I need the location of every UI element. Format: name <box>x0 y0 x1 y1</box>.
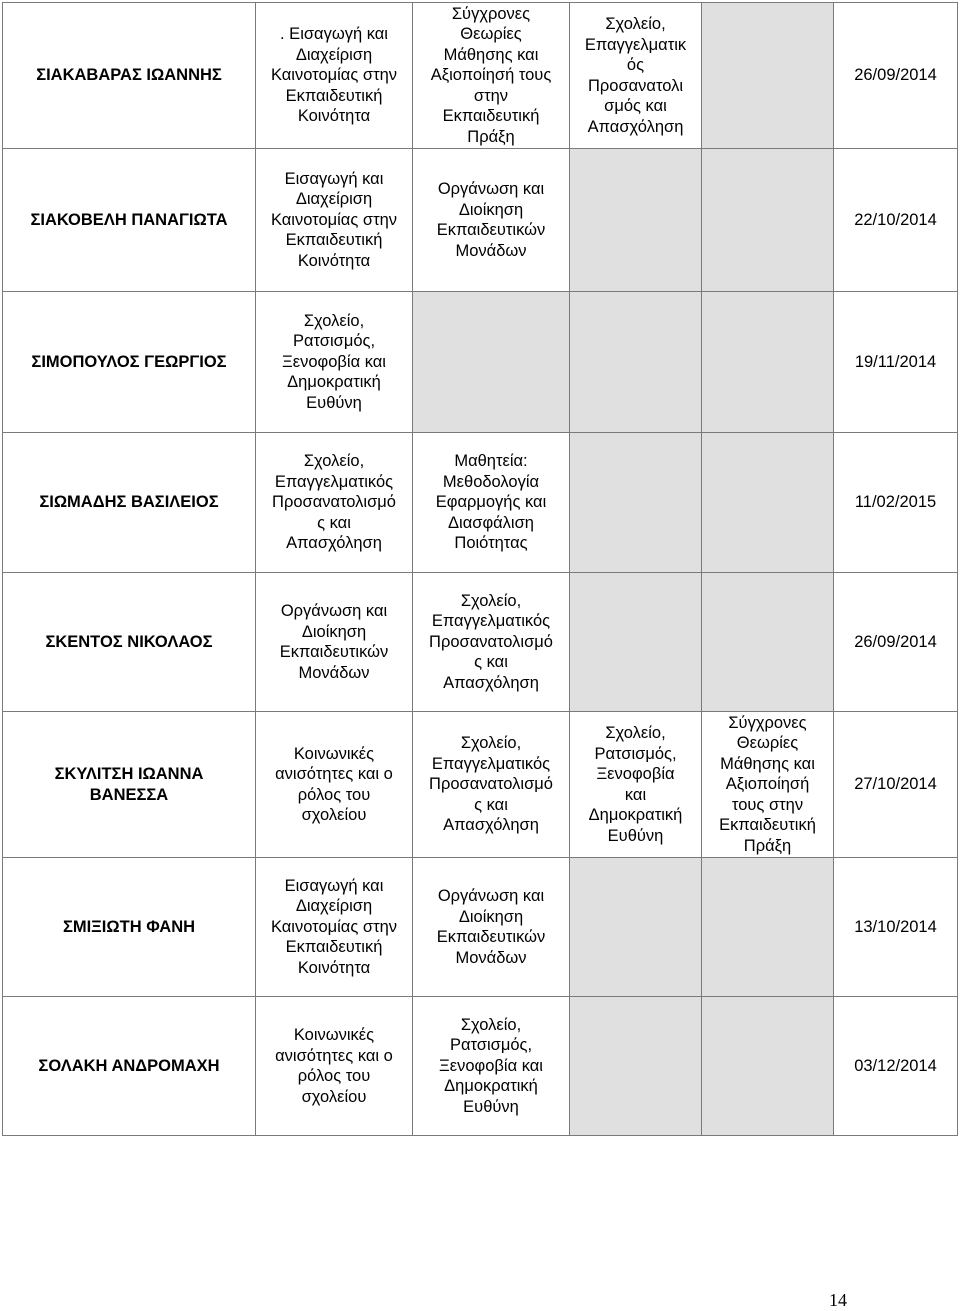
cell-text-line: ΣΟΛΑΚΗ ΑΝΔΡΟΜΑΧΗ <box>38 1056 220 1075</box>
cell-text-line: Προσανατολισμό <box>429 775 553 794</box>
cell-text-line: και <box>624 785 647 804</box>
cell-text-line: Σχολείο, <box>460 591 522 610</box>
cell-text-line: Οργάνωση και <box>437 887 545 905</box>
cell-text-line: Εισαγωγή και <box>284 876 384 895</box>
participant-name <box>3 433 256 573</box>
cell-text-line: Μεθοδολογία <box>442 472 540 491</box>
empty-cell <box>702 858 834 997</box>
seminar-cell <box>256 997 413 1136</box>
participant-name <box>3 997 256 1136</box>
seminar-cell <box>413 149 570 292</box>
cell-text-line: Μαθητεία: <box>454 452 528 471</box>
cell-text-line: Δημοκρατική <box>287 373 381 392</box>
cell-text-line: Σχολείο, <box>303 311 365 330</box>
cell-text-line: Εκπαιδευτικών <box>279 643 389 661</box>
seminar-cell <box>570 712 702 858</box>
cell-text-line: Μονάδων <box>455 948 527 967</box>
cell-text-line: Διοίκηση <box>301 622 367 641</box>
seminar-cell <box>256 292 413 433</box>
seminar-cell <box>413 573 570 712</box>
cell-text-line: Αξιοποίησή τους <box>430 66 552 85</box>
seminar-assignments-table <box>2 2 958 1136</box>
cell-text-line: Οργάνωση και <box>280 602 388 620</box>
cell-text-line: σμός και <box>604 97 667 115</box>
cell-text-line: Ρατσισμός, <box>449 1036 533 1055</box>
cell-text-line: Ρατσισμός, <box>594 744 677 763</box>
seminar-cell <box>413 997 570 1136</box>
cell-text-line: Ευθύνη <box>607 826 664 845</box>
empty-cell <box>570 433 702 573</box>
table-row <box>3 712 958 858</box>
cell-text-line: Επαγγελματικός <box>274 472 394 491</box>
empty-cell <box>702 292 834 433</box>
seminar-cell <box>256 858 413 997</box>
participant-name <box>3 858 256 997</box>
date-cell: 27/10/2014 <box>834 712 958 858</box>
cell-text-line: Εκπαιδευτική <box>442 107 540 126</box>
cell-text-line: Εκπαιδευτική <box>285 231 383 250</box>
empty-cell <box>570 573 702 712</box>
cell-text-line: Καινοτομίας στην <box>270 66 398 85</box>
seminar-cell <box>413 433 570 573</box>
cell-text-line: Σχολείο, <box>303 452 365 471</box>
cell-text-line: Μάθησης και <box>720 754 815 773</box>
cell-text-line: Θεωρίες <box>460 25 522 44</box>
page-number: 14 <box>829 1290 847 1310</box>
empty-cell <box>702 573 834 712</box>
cell-text-line: ς και <box>474 653 508 672</box>
table-body <box>3 3 958 1136</box>
cell-text-line: στην <box>473 86 509 105</box>
cell-text-line: Προσανατολισμό <box>429 632 553 651</box>
empty-cell <box>702 997 834 1136</box>
cell-text-line: Μάθησης και <box>443 45 539 64</box>
cell-text-line: Δημοκρατική <box>588 806 683 824</box>
cell-text-line: Διαχείριση <box>295 190 373 209</box>
seminar-cell <box>570 3 702 149</box>
cell-text-line: Σχολείο, <box>605 15 666 33</box>
seminar-cell <box>413 712 570 858</box>
cell-text-line: σχολείου <box>301 806 367 824</box>
cell-text-line: Σχολείο, <box>460 1015 522 1034</box>
cell-text-line: σχολείου <box>301 1087 367 1106</box>
cell-text-line: Ξενοφοβία και <box>282 352 386 371</box>
participant-name <box>3 149 256 292</box>
cell-text-line: ς και <box>317 513 351 532</box>
cell-text-line: . Εισαγωγή και <box>280 25 388 44</box>
date-cell: 26/09/2014 <box>834 3 958 149</box>
table-row <box>3 858 958 997</box>
date-cell: 19/11/2014 <box>834 292 958 433</box>
cell-text-line: Απασχόληση <box>443 673 539 692</box>
cell-text-line: ΣΙΑΚΟΒΕΛΗ ΠΑΝΑΓΙΩΤΑ <box>30 210 228 229</box>
cell-text-line: Εκπαιδευτική <box>719 816 816 835</box>
cell-text-line: Διαχείριση <box>295 897 373 916</box>
cell-text-line: ρόλος του <box>297 785 371 804</box>
participant-name <box>3 292 256 433</box>
date-cell: 26/09/2014 <box>834 573 958 712</box>
cell-text-line: Κοινότητα <box>297 958 371 977</box>
empty-cell <box>570 149 702 292</box>
cell-text-line: ΣΙΜΟΠΟΥΛΟΣ ΓΕΩΡΓΙΟΣ <box>31 352 227 371</box>
empty-cell <box>702 433 834 573</box>
cell-text-line: Απασχόληση <box>587 117 684 136</box>
cell-text-line: ΣΜΙΞΙΩΤΗ ΦΑΝΗ <box>62 917 196 936</box>
cell-text-line: ς και <box>474 795 508 814</box>
cell-text-line: Θεωρίες <box>736 734 799 753</box>
cell-text-line: Ευθύνη <box>306 393 362 412</box>
cell-text-line: Εκπαιδευτικών <box>436 928 546 946</box>
cell-text-line: Εφαρμογής και <box>435 493 547 512</box>
cell-text-line: Αξιοποίησή <box>725 775 810 794</box>
participant-name <box>3 712 256 858</box>
cell-text-line: Οργάνωση και <box>437 180 545 198</box>
table-row <box>3 292 958 433</box>
date-cell: 03/12/2014 <box>834 997 958 1136</box>
seminar-cell <box>256 712 413 858</box>
cell-text-line: ός <box>626 56 645 74</box>
cell-text-line: Εκπαιδευτική <box>285 86 383 105</box>
cell-text-line: Εκπαιδευτική <box>285 938 383 957</box>
table-row <box>3 997 958 1136</box>
cell-text-line: Ξενοφοβία και <box>439 1056 543 1075</box>
seminar-cell <box>413 858 570 997</box>
cell-text-line: Κοινότητα <box>297 107 371 126</box>
cell-text-line: Σύγχρονες <box>451 4 531 23</box>
cell-text-line: Καινοτομίας στην <box>270 210 398 229</box>
cell-text-line: Δημοκρατική <box>444 1077 538 1096</box>
cell-text-line: Διοίκηση <box>458 200 524 219</box>
empty-cell <box>570 997 702 1136</box>
cell-text-line: ΣΙΑΚΑΒΑΡΑΣ ΙΩΑΝΝΗΣ <box>36 66 222 85</box>
seminar-cell <box>256 149 413 292</box>
cell-text-line: Διαχείριση <box>295 45 373 64</box>
empty-cell <box>702 3 834 149</box>
cell-text-line: Καινοτομίας στην <box>270 917 398 936</box>
cell-text-line: Σύγχρονες <box>728 713 807 732</box>
date-cell: 13/10/2014 <box>834 858 958 997</box>
cell-text-line: Σχολείο, <box>605 724 666 742</box>
cell-text-line: Εισαγωγή και <box>284 169 384 188</box>
cell-text-line: Κοινότητα <box>297 251 371 270</box>
cell-text-line: Απασχόληση <box>286 534 382 553</box>
cell-text-line: Πράξη <box>743 836 792 855</box>
cell-text-line: Απασχόληση <box>443 816 539 835</box>
cell-text-line: Μονάδων <box>298 663 370 682</box>
date-cell: 22/10/2014 <box>834 149 958 292</box>
empty-cell <box>413 292 570 433</box>
date-cell: 11/02/2015 <box>834 433 958 573</box>
empty-cell <box>702 149 834 292</box>
cell-text-line: ανισότητες και ο <box>275 1046 393 1065</box>
cell-text-line: ΣΚΕΝΤΟΣ ΝΙΚΟΛΑΟΣ <box>45 632 213 651</box>
seminar-cell <box>702 712 834 858</box>
table-row <box>3 3 958 149</box>
cell-text-line: ρόλος του <box>297 1067 371 1085</box>
seminar-cell <box>256 573 413 712</box>
cell-text-line: Επαγγελματικός <box>431 612 551 631</box>
cell-text-line: Επαγγελματικός <box>431 754 551 773</box>
cell-text-line: Κοινωνικές <box>293 744 375 763</box>
cell-text-line: ΣΙΩΜΑΔΗΣ ΒΑΣΙΛΕΙΟΣ <box>39 493 219 512</box>
cell-text-line: Προσανατολι <box>587 76 684 95</box>
seminar-cell <box>413 3 570 149</box>
cell-text-line: Ευθύνη <box>463 1097 519 1116</box>
cell-text-line: τους στην <box>731 795 804 814</box>
empty-cell <box>570 292 702 433</box>
cell-text-line: ΣΚΥΛΙΤΣΗ ΙΩΑΝΝΑ <box>54 765 204 783</box>
table-row <box>3 433 958 573</box>
seminar-cell <box>256 3 413 149</box>
cell-text-line: Σχολείο, <box>460 734 522 753</box>
table-row <box>3 149 958 292</box>
cell-text-line: ανισότητες και ο <box>275 765 393 783</box>
cell-text-line: Ποιότητας <box>454 534 528 553</box>
cell-text-line: Πράξη <box>467 127 515 146</box>
cell-text-line: Κοινωνικές <box>293 1026 375 1044</box>
cell-text-line: Προσανατολισμό <box>272 493 396 512</box>
cell-text-line: Μονάδων <box>455 241 527 260</box>
table-row <box>3 573 958 712</box>
participant-name <box>3 573 256 712</box>
empty-cell <box>570 858 702 997</box>
cell-text-line: Εκπαιδευτικών <box>436 221 546 239</box>
cell-text-line: Επαγγελματικ <box>584 35 687 54</box>
participant-name <box>3 3 256 149</box>
cell-text-line: Διοίκηση <box>458 907 524 926</box>
cell-text-line: Διασφάλιση <box>448 513 534 532</box>
cell-text-line: Ρατσισμός, <box>292 332 376 351</box>
cell-text-line: Ξενοφοβία <box>596 765 675 783</box>
cell-text-line: ΒΑΝΕΣΣΑ <box>89 785 169 804</box>
seminar-cell <box>256 433 413 573</box>
